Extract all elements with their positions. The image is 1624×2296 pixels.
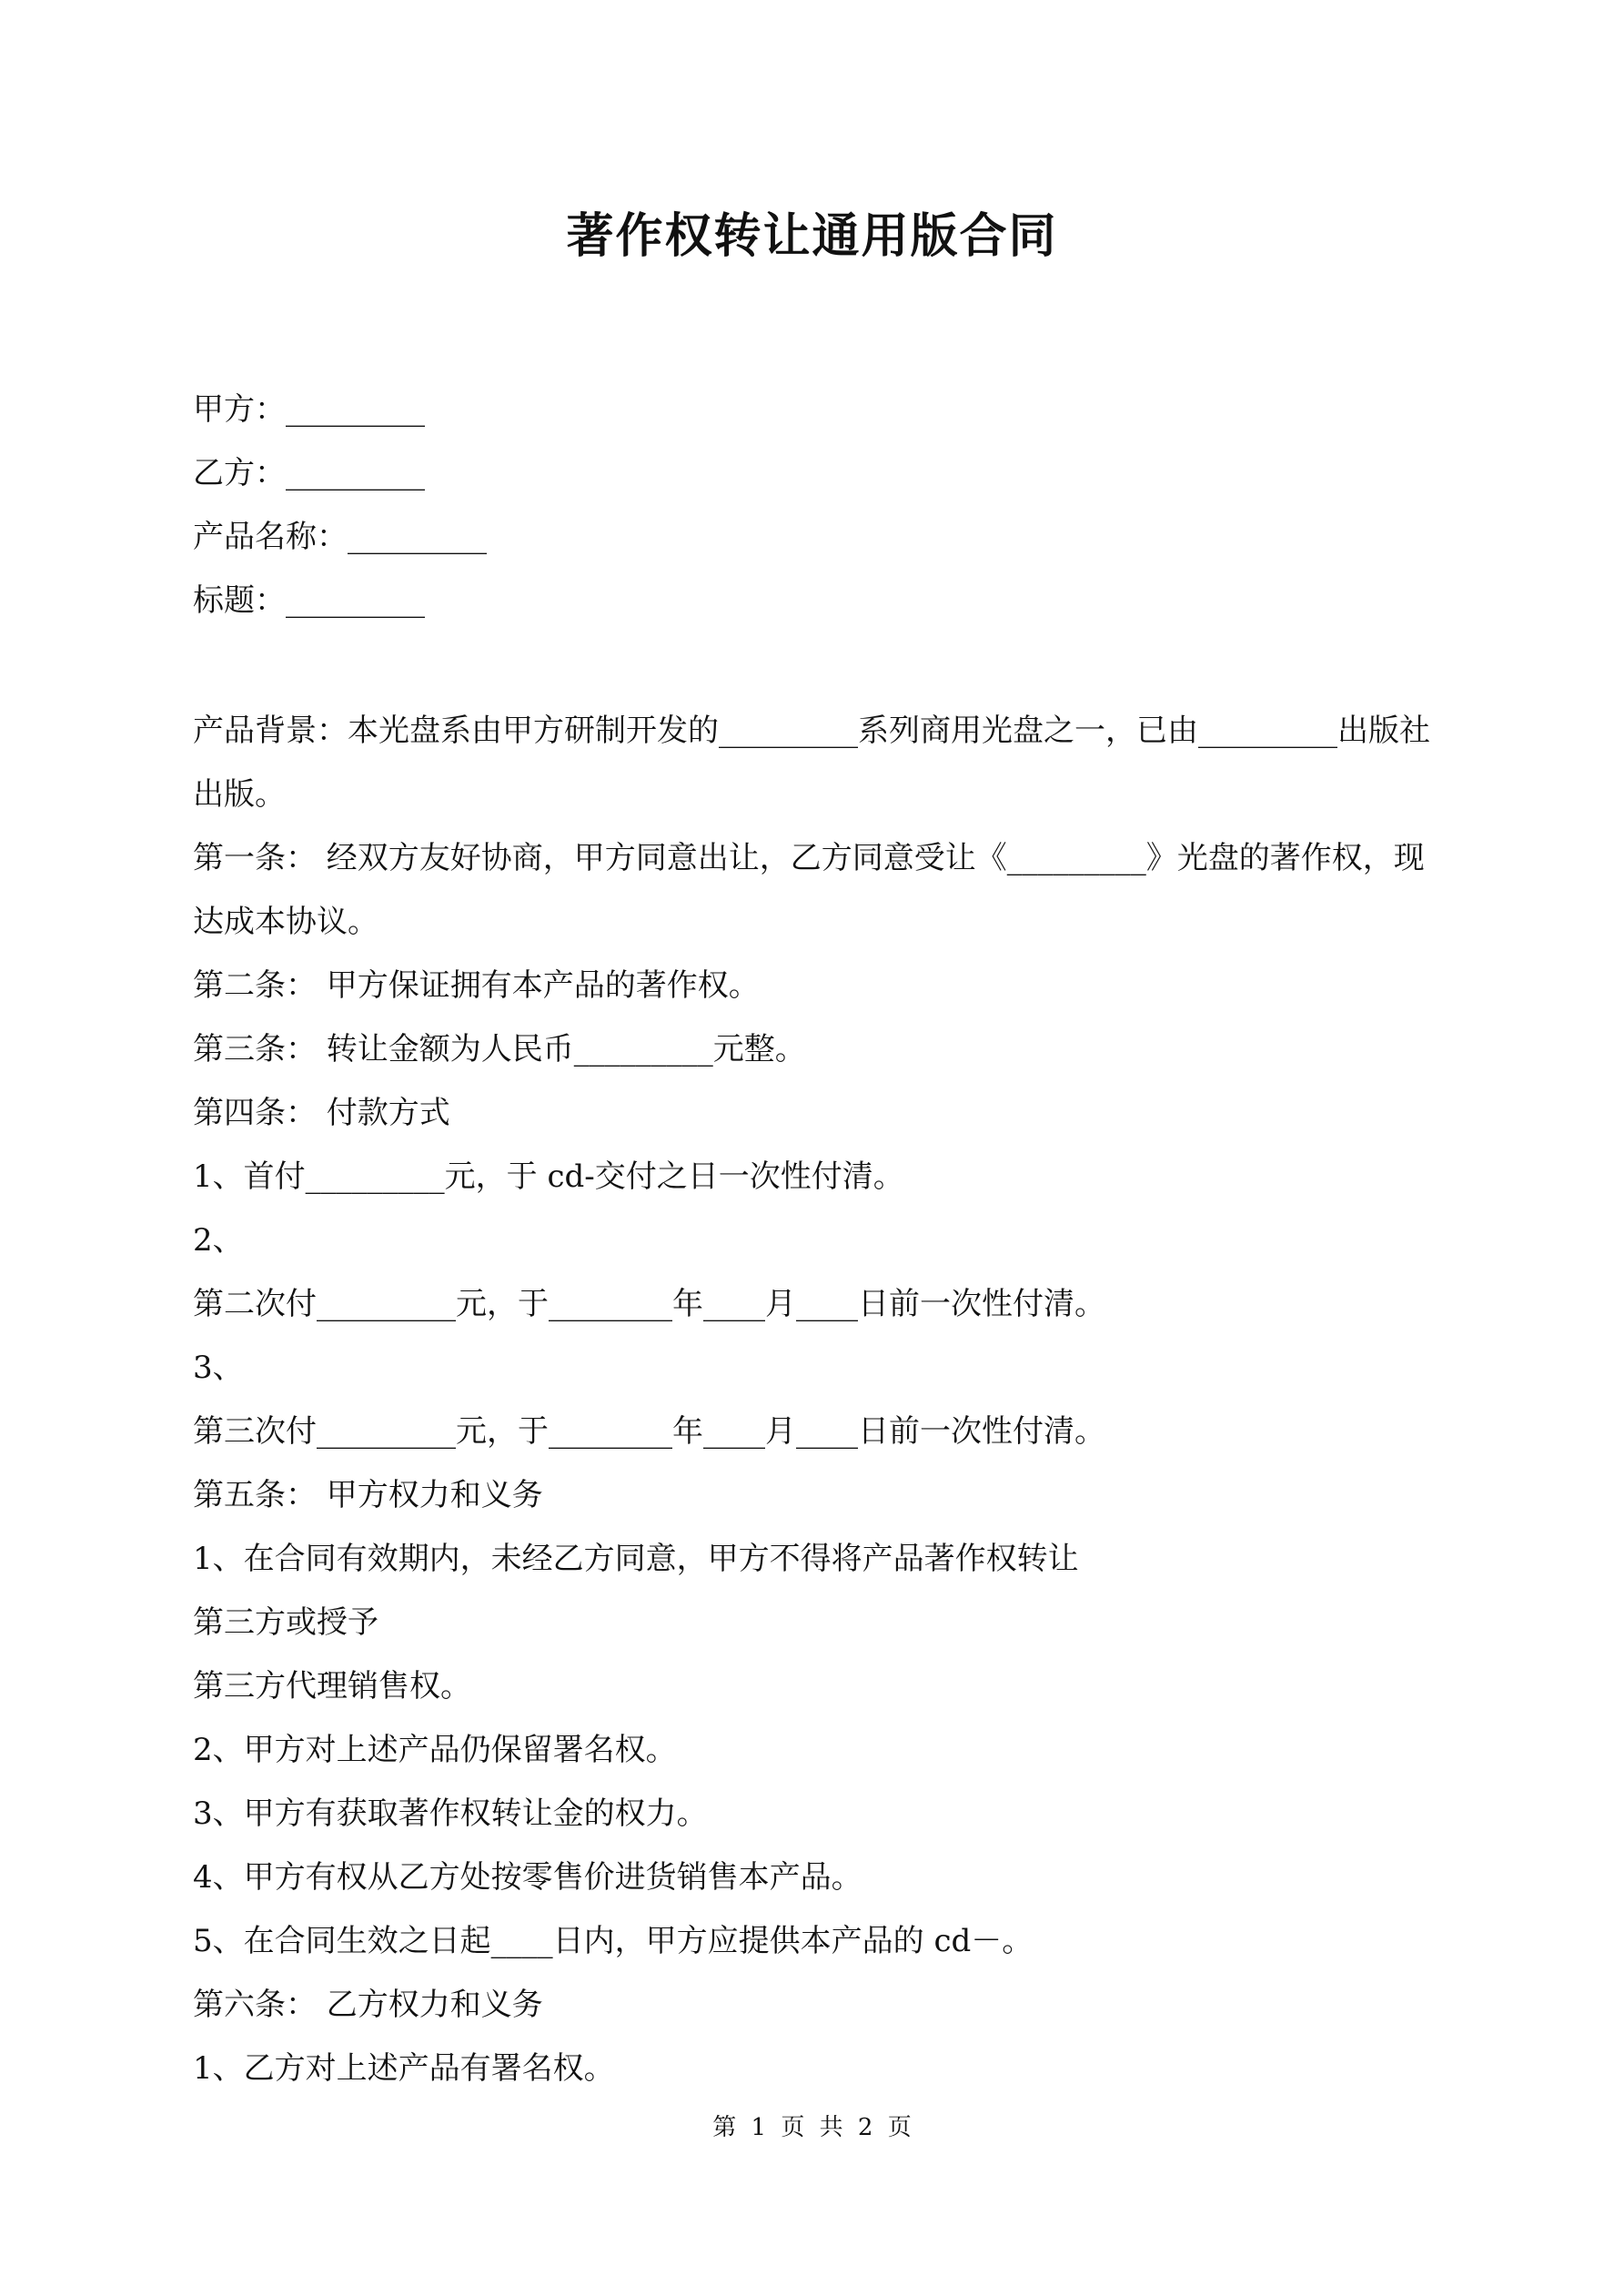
payment-item-3-number: 3、 [193,1350,244,1386]
party-a-duty-3: 3、甲方有获取著作权转让金的权力。 [193,1795,708,1832]
clauses-block [193,699,1448,2100]
payment-item-2-number: 2、 [193,1222,244,1259]
party-b-duty-1: 1、乙方对上述产品有署名权。 [193,2050,615,2087]
payment-item-1: 1、首付_________元，于 cd-交付之日一次性付清。 [193,1158,904,1195]
page-title: 著作权转让通用版合同 [566,208,1058,264]
clause-3-line: 第三条： 转让金额为人民币_________元整。 [193,1031,806,1067]
heading-line: 标题：_________ [193,582,425,619]
party-b-line: 乙方：_________ [193,455,425,491]
clause-5-heading: 第五条： 甲方权力和义务 [193,1477,543,1513]
party-a-duty-4: 4、甲方有权从乙方处按零售价进货销售本产品。 [193,1859,862,1896]
page-footer: 第 1 页 共 2 页 [712,2114,912,2141]
product-background-paragraph: 产品背景：本光盘系由甲方研制开发的_________系列商用光盘之一，已由_________出版社出版。 [193,713,1430,813]
party-a-line: 甲方：_________ [193,391,425,428]
clause-6-heading: 第六条： 乙方权力和义务 [193,1987,543,2023]
clause-1-paragraph: 第一条： 经双方友好协商，甲方同意出让，乙方同意受让《_________》光盘的著作权，现达成本协议。 [193,840,1425,940]
party-a-duty-1: 1、在合同有效期内，未经乙方同意，甲方不得将产品著作权转让 [193,1541,1079,1577]
payment-item-3-text: 第三次付_________元，于________年____月____日前一次性付清。 [193,1413,1105,1450]
party-a-duty-2: 2、甲方对上述产品仍保留署名权。 [193,1732,677,1768]
party-a-duty-5: 5、在合同生效之日起____日内，甲方应提供本产品的 cd－。 [193,1923,1034,1959]
product-name-line: 产品名称：_________ [193,519,487,555]
party-a-duty-1-continued-2: 第三方代理销售权。 [193,1668,471,1704]
payment-item-2-text: 第二次付_________元，于________年____月____日前一次性付清。 [193,1286,1105,1322]
parties-block [193,378,1448,632]
clause-2-line: 第二条： 甲方保证拥有本产品的著作权。 [193,967,760,1004]
party-a-duty-1-continued: 第三方或授予 [193,1604,378,1641]
clause-4-heading: 第四条： 付款方式 [193,1095,450,1131]
